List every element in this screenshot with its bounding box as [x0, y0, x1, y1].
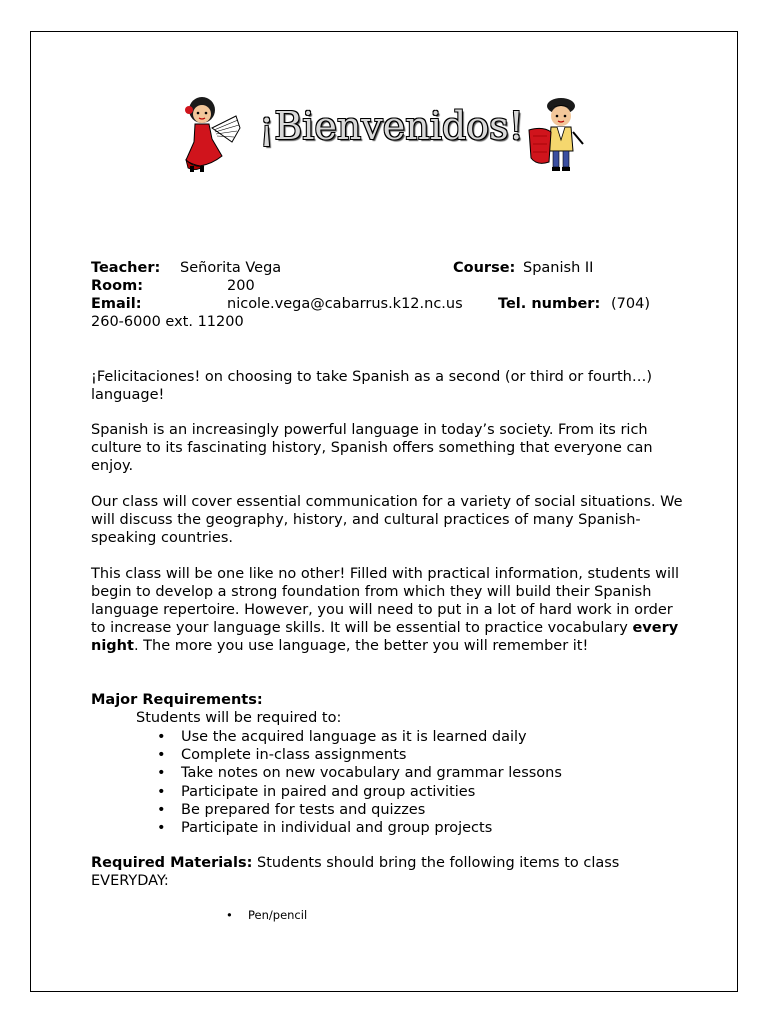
- course-value: Spanish II: [523, 260, 594, 276]
- email-value: nicole.vega@cabarrus.k12.nc.us: [227, 296, 463, 312]
- list-item: • Complete in-class assignments: [155, 746, 562, 764]
- list-item: • Take notes on new vocabulary and grammar lessons: [155, 764, 562, 782]
- list-item: • Participate in paired and group activities: [155, 783, 562, 801]
- paragraph-congratulations: ¡Felicitaciones! on choosing to take Spanish as a second (or third or fourth…) language!: [91, 369, 653, 403]
- requirements-list: [155, 728, 562, 837]
- room-value: 200: [227, 278, 255, 294]
- list-item: • Be prepared for tests and quizzes: [155, 801, 562, 819]
- email-label: Email:: [91, 296, 142, 312]
- paragraph-spanish-power: Spanish is an increasingly powerful language in today’s society. From its rich culture to its fascinating history, Spanish offers something that everyone can enjoy.: [91, 422, 653, 474]
- paragraph-class-description: [91, 565, 686, 655]
- teacher-label: Teacher:: [91, 260, 161, 276]
- page-title: ¡Bienvenidos!: [259, 104, 524, 148]
- title-row: [0, 90, 770, 180]
- materials-text: Students should bring the following items to class EVERYDAY:: [91, 855, 620, 889]
- tel-value-part2: 260-6000 ext. 11200: [91, 314, 244, 330]
- tel-value-part1: (704): [611, 296, 650, 312]
- matador-clipart: [527, 96, 589, 174]
- materials-heading: Required Materials:: [91, 855, 253, 871]
- room-label: Room:: [91, 278, 143, 294]
- p4-emphasis: every night: [91, 620, 679, 654]
- materials-list: [226, 907, 307, 923]
- p4-text-end: . The more you use language, the better you will remember it!: [133, 638, 589, 654]
- requirements-intro: Students will be required to:: [136, 710, 342, 726]
- list-item: • Participate in individual and group projects: [155, 819, 562, 837]
- p4-text-start: This class will be one like no other! Filled with practical information, students will begin to develop a strong foundation from which they will build their Spanish language repertoire. However, you will need to put in a lot of hard work in order to increase your language skills. It will be essential to practice vocabulary: [91, 566, 680, 636]
- course-label: Course:: [453, 260, 516, 276]
- materials-paragraph: [91, 854, 681, 890]
- list-item: • Use the acquired language as it is learned daily: [155, 728, 562, 746]
- requirements-heading: Major Requirements:: [91, 692, 263, 708]
- teacher-value: Señorita Vega: [180, 260, 282, 276]
- list-item: • Pen/pencil: [226, 907, 307, 923]
- flamenco-dancer-clipart: [182, 94, 244, 174]
- tel-label: Tel. number:: [498, 296, 601, 312]
- paragraph-class-coverage: Our class will cover essential communication for a variety of social situations. We will discuss the geography, history, and cultural practices of many Spanish-speaking countries.: [91, 494, 683, 546]
